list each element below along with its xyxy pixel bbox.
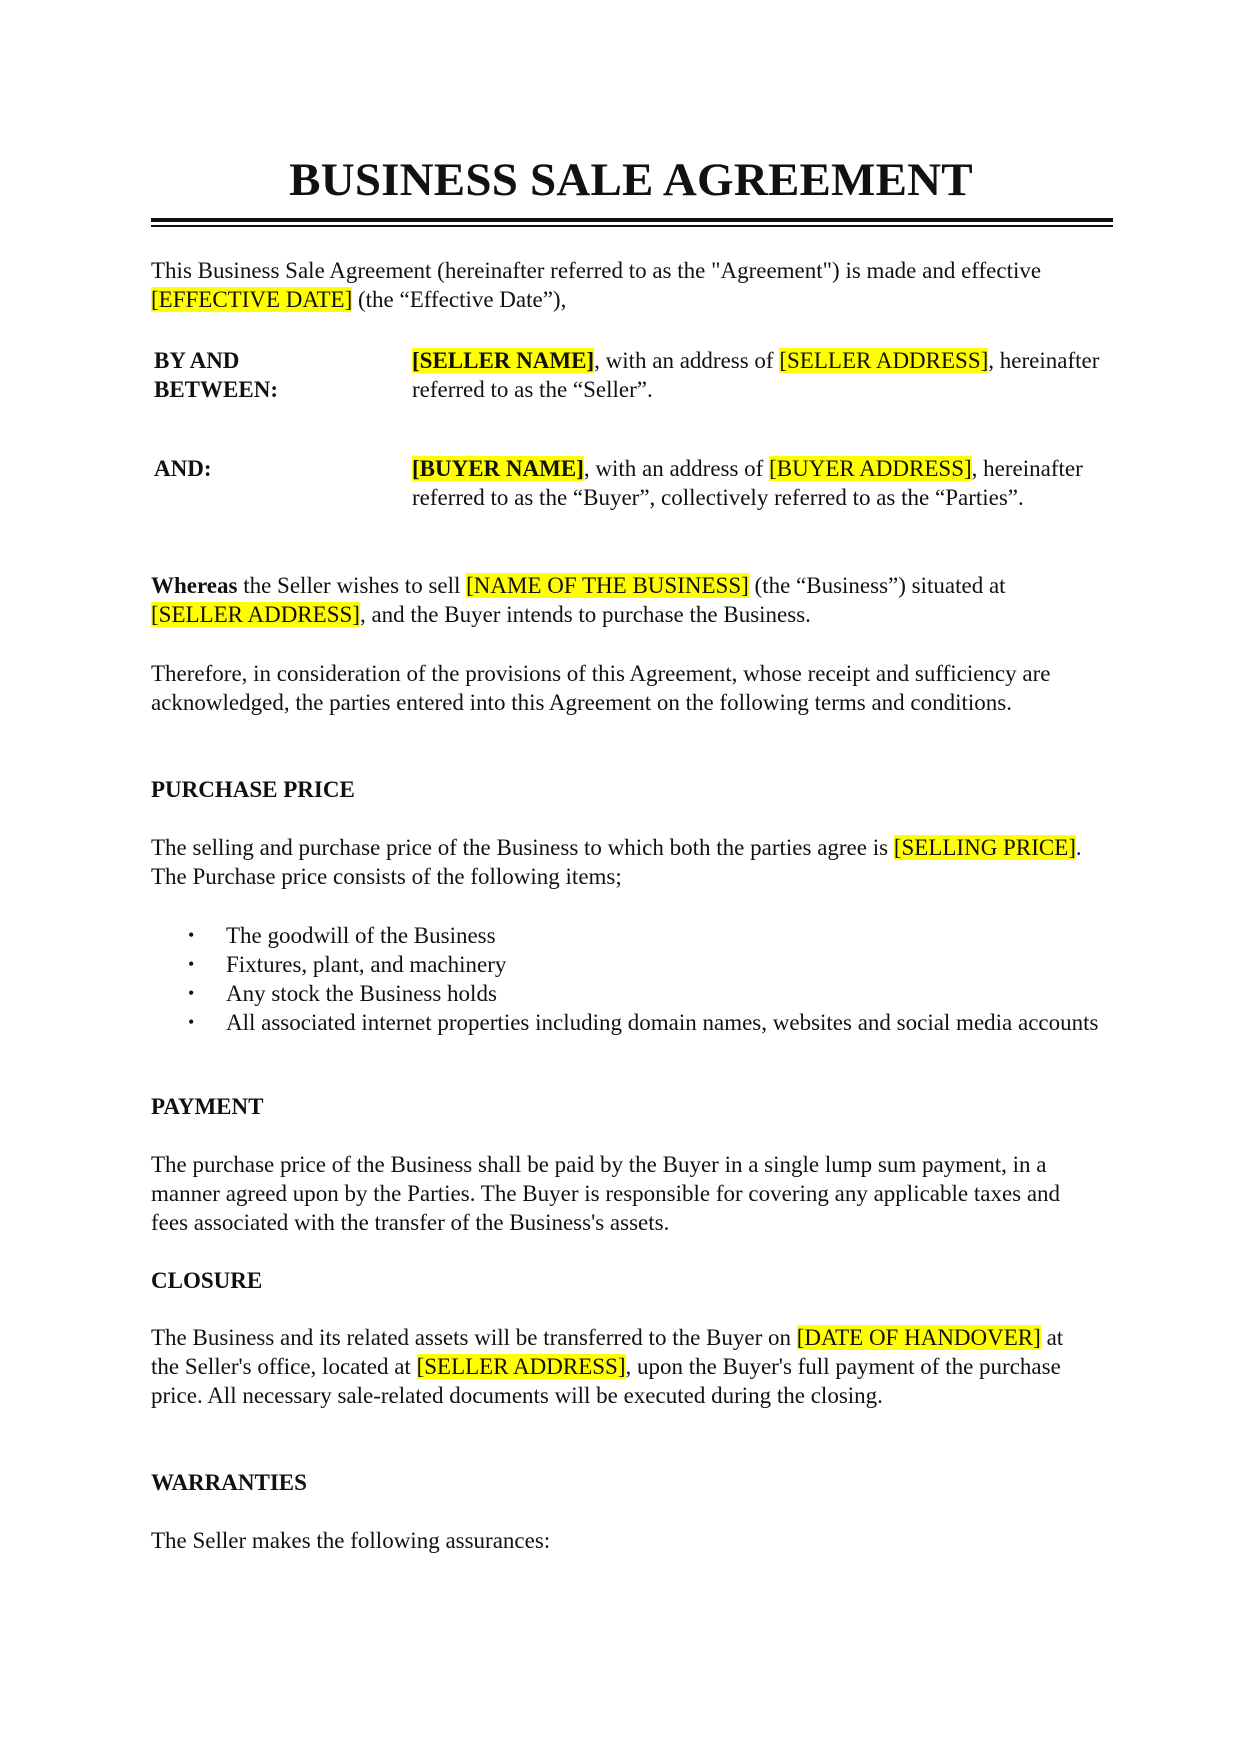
buyer-text: , with an address of [583,456,770,481]
list-item [151,979,1111,1008]
bullet-icon: • [188,954,195,974]
closure-text-2: at the Seller's office, located at [151,1325,1064,1379]
payment-heading: PAYMENT [151,1094,264,1119]
intro-text: This Business Sale Agreement (hereinafter referred to as the "Agreement") is made and effective [151,258,1042,283]
seller-address-placeholder-2: [SELLER ADDRESS] [151,602,360,627]
purchase-price-heading: PURCHASE PRICE [151,777,355,802]
closure-text: The Business and its related assets will be transferred to the Buyer on [151,1325,797,1350]
seller-address-placeholder: [SELLER ADDRESS] [779,348,989,373]
intro-text-end: (the “Effective Date”), [352,287,567,312]
title-rule-thin [151,225,1113,227]
seller-party-text [412,346,1112,404]
title-rule-thick [151,218,1113,222]
whereas-paragraph [151,571,1091,629]
purchase-price-text: The selling and purchase price of the Business to which both the parties agree is [151,835,894,860]
handover-date-placeholder: [DATE OF HANDOVER] [796,1325,1041,1350]
buyer-text-end: , hereinafter referred to as the “Buyer”, collectively referred to as the “Parties”. [412,456,1083,510]
payment-paragraph: The purchase price of the Business shall be paid by the Buyer in a single lump sum payment, in a manner agreed upon by the Parties. The Buyer is responsible for covering any applicable taxes and fees associated with the transfer of the Business's assets. [151,1152,1061,1235]
warranties-heading: WARRANTIES [151,1470,307,1495]
intro-paragraph [151,256,1051,314]
selling-price-placeholder: [SELLING PRICE] [893,835,1076,860]
warranties-paragraph: The Seller makes the following assurances: [151,1528,551,1553]
list-item-text: All associated internet properties including domain names, websites and social media accounts [226,1010,1099,1035]
list-item-text: Fixtures, plant, and machinery [226,952,507,977]
closure-heading: CLOSURE [151,1268,263,1293]
seller-text-end: , hereinafter referred to as the “Seller”. [412,348,1100,402]
bullet-icon: • [188,1012,195,1032]
effective-date-placeholder: [EFFECTIVE DATE] [151,287,353,312]
whereas-lead: Whereas [151,573,238,598]
closure-paragraph [151,1323,1091,1410]
bullet-icon: • [188,925,195,945]
seller-name-placeholder: [SELLER NAME] [412,348,595,373]
buyer-name-placeholder: [BUYER NAME] [412,456,584,481]
purchase-items-list [151,921,1111,1037]
list-item-text: The goodwill of the Business [226,923,496,948]
purchase-price-paragraph [151,833,1091,891]
whereas-text-end: , and the Buyer intends to purchase the Business. [359,602,811,627]
whereas-text: the Seller wishes to sell [237,573,467,598]
whereas-text-2: (the “Business”) situated at [748,573,1006,598]
bullet-icon: • [188,983,195,1003]
buyer-party-label: AND: [154,456,212,481]
list-item-text: Any stock the Business holds [226,981,497,1006]
buyer-address-placeholder: [BUYER ADDRESS] [769,456,972,481]
closure-text-end: , upon the Buyer's full payment of the purchase price. All necessary sale-related documents will be executed during the closing. [151,1354,1061,1408]
purchase-price-text-end: . The Purchase price consists of the following items; [151,835,1082,889]
therefore-paragraph: Therefore, in consideration of the provisions of this Agreement, whose receipt and sufficiency are acknowledged, the parties entered into this Agreement on the following terms and conditions. [151,661,1051,715]
seller-text: , with an address of [594,348,780,373]
seller-party-label: BY AND BETWEEN: [154,348,278,402]
list-item [151,921,1111,950]
list-item [151,950,1111,979]
business-name-placeholder: [NAME OF THE BUSINESS] [466,573,749,598]
seller-address-placeholder-3: [SELLER ADDRESS] [416,1354,626,1379]
list-item [151,1008,1111,1037]
document-title: BUSINESS SALE AGREEMENT [289,154,973,206]
buyer-party-text [412,454,1112,512]
